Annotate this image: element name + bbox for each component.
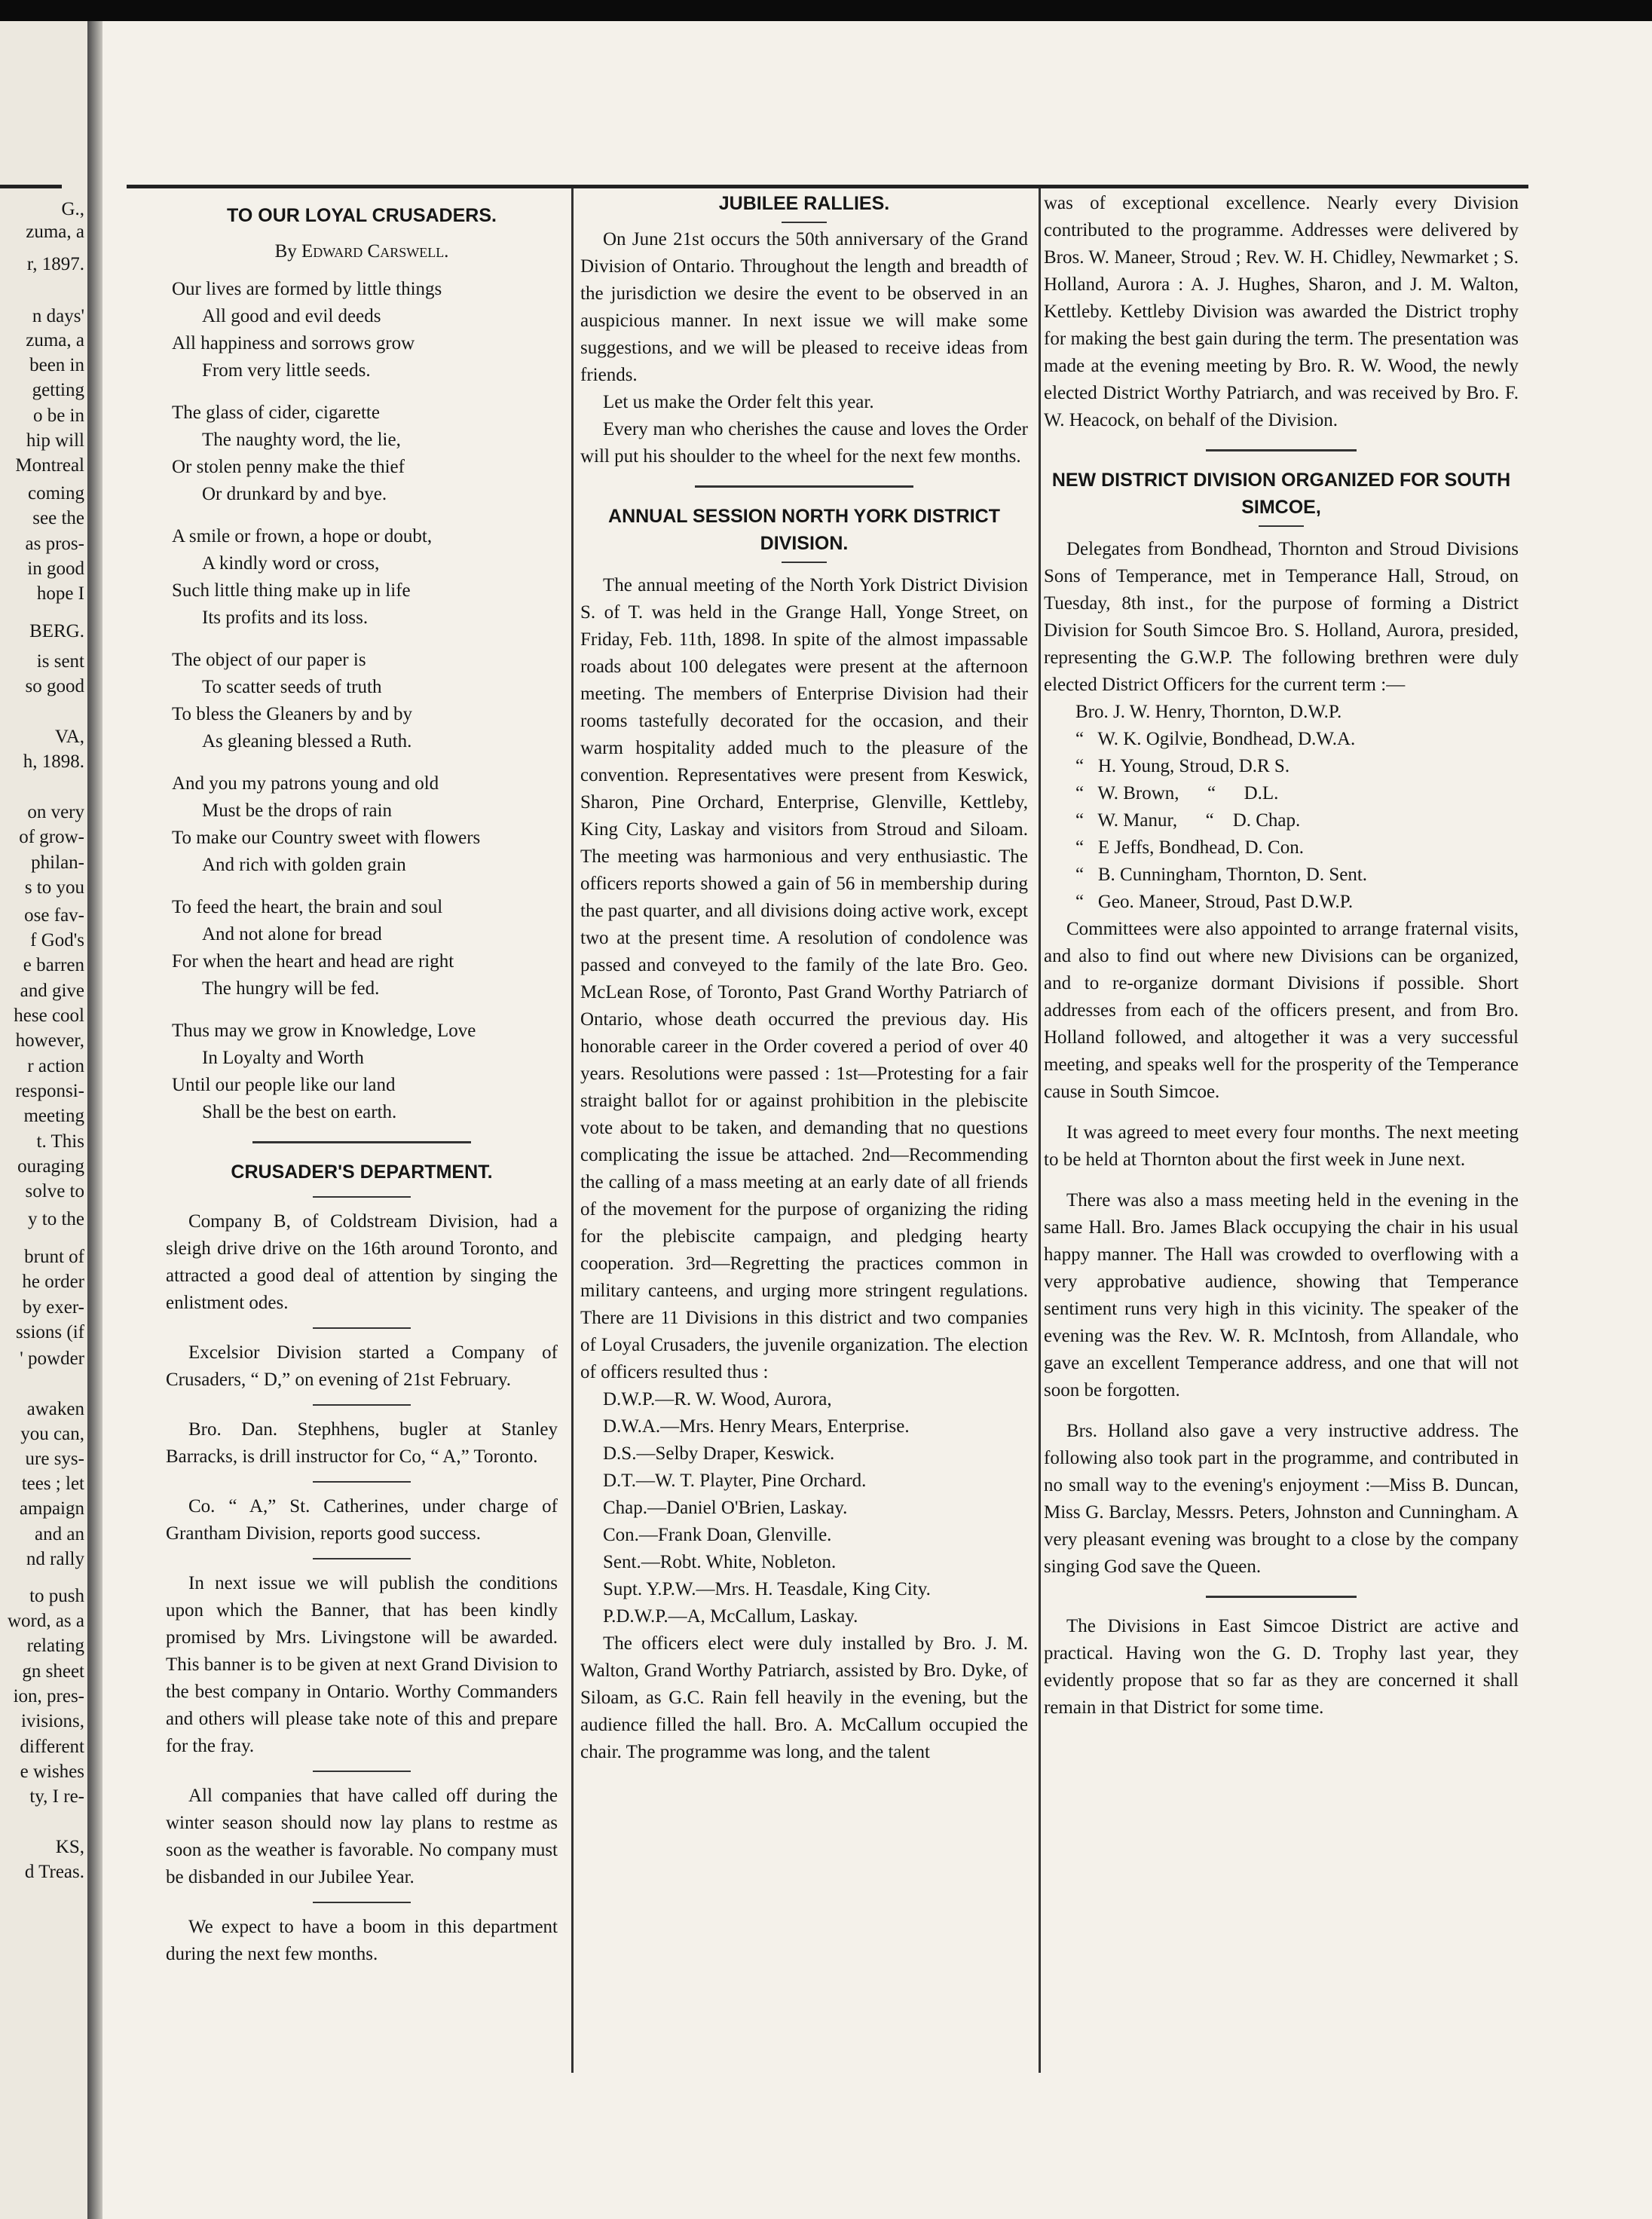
poem-stanza [172, 770, 558, 879]
margin-fragment: y to the [28, 1209, 84, 1229]
margin-fragment: you can, [20, 1424, 84, 1444]
crusaders-item: Bro. Dan. Stephhens, bugler at Stanley Barracks, is drill instructor for Co, “ A,” Toronto. [166, 1419, 558, 1467]
south-simcoe-body [1044, 916, 1519, 1581]
margin-fragment: solve to [25, 1181, 84, 1201]
south-simcoe-intro: Delegates from Bondhead, Thornton and Stroud Divisions Sons of Temperance, met in Temperance Hall, Stroud, on Tuesday, 8th inst., for the purpose of forming a District Division for South Simcoe Bro. S. Holland, Aurora, presided, representing the G.W.P. The following brethren were duly elected District Officers for the current term :— [1044, 539, 1519, 695]
poem-author: Edward Carswell. [301, 241, 449, 262]
margin-fragment: by exer- [22, 1297, 84, 1318]
jubilee-paragraph: On June 21st occurs the 50th anniversary of the Grand Division of Ontario. Throughout the length and breadth of the jurisdiction we desire the event to be observed in an auspicious manner. In next issue we will make some suggestions, and we will be pleased to receive ideas from friends. [580, 229, 1028, 385]
north-york-title: ANNUAL SESSION NORTH YORK DISTRICT DIVISION. [608, 506, 1000, 554]
poem-stanza [172, 276, 558, 384]
poem-line: Our lives are formed by little things [172, 279, 442, 299]
margin-fragment: awaken [26, 1399, 84, 1419]
margin-fragment: t. This [36, 1131, 84, 1152]
poem-line: Or drunkard by and bye. [202, 484, 387, 504]
poem-line: For when the heart and head are right [172, 951, 454, 972]
south-simcoe-paragraph: There was also a mass meeting held in the evening in the same Hall. Bro. James Black occupying the chair in his usual happy manner. The Hall was crowded to overflowing with a very approbative audience, showing that Temperance sentiment runs very high in this vicinity. The speaker of the evening was the Rev. W. R. McIntosh, from Allandale, who gave an excellent Temperance address, and one that will not soon be forgotten. [1044, 1190, 1519, 1400]
crusaders-item: Company B, of Coldstream Division, had a sleigh drive drive on the 16th around Toronto, and attracted a good deal of attention by singing the enlistment odes. [166, 1211, 558, 1313]
short-rule [313, 1404, 411, 1406]
crusaders-item: Excelsior Division started a Company of Crusaders, “ D,” on evening of 21st February. [166, 1342, 558, 1390]
officer-line: P.D.W.P.—A, McCallum, Laskay. [603, 1606, 858, 1627]
previous-page-fragment [0, 21, 87, 2219]
officer-line: “ E Jeffs, Bondhead, D. Con. [1075, 837, 1304, 858]
margin-fragment: responsi- [15, 1081, 84, 1101]
poem-line: Such little thing make up in life [172, 580, 411, 601]
margin-fragment: ouraging [17, 1156, 84, 1177]
north-york-report: The annual meeting of the North York District Division S. of T. was held in the Grange Hall, Yonge Street, on Friday, Feb. 11th, 1898. In spite of the almost impassable roads about 100 delegates were present at the afternoon meeting. The members of Enterprise Division had their rooms tastefully decorated for the occasion, and their warm hospitality added much to the pleasure of the convention. Representatives were present from Keswick, Sharon, Pine Orchard, Enterprise, Glenville, Kettleby, King City, Laskay and visitors from Stroud and Siloam. The meeting was harmonious and very enthusiastic. The officers reports showed a gain of 56 in membership during the past quarter, and all divisions doing active work, except two at the present time. A resolution of condolence was passed and conveyed to the family of the late Bro. Geo. McLean Rose, of Toronto, Past Grand Worthy Patriarch of Ontario, whose death occurred the previous day. His honorable career in the Order covered a period of over 40 years. Resolutions were passed : 1st—Protesting for a fair straight ballot for or against prohibition in the plebiscite vote about to be taken, and demanding that no questions complicating the issue be attached. 2nd—Recommending the calling of a mass meeting at an early date of all friends of the movement for the purpose of organizing the riding for the plebiscite campaign, and pledging hearty cooperation. 3rd—Regretting the practices common in military canteens, and urging more stringent regulations. There are 11 Divisions in this district and two companies of Loyal Crusaders, the juvenile organization. The election of officers resulted thus : [580, 575, 1028, 1382]
title-rule [1259, 525, 1304, 527]
poem-line: The object of our paper is [172, 650, 366, 670]
title-rule [782, 222, 827, 223]
jubilee-title: JUBILEE RALLIES. [718, 193, 890, 214]
margin-fragment: ampaign [19, 1498, 84, 1519]
header-rule [127, 185, 1528, 188]
crusaders-title: CRUSADER'S DEPARTMENT. [231, 1162, 493, 1183]
poem-stanza [172, 1018, 558, 1126]
poem-line: To make our Country sweet with flowers [172, 828, 481, 848]
margin-fragment: ' powder [20, 1348, 84, 1369]
previous-page-rule [0, 185, 62, 188]
section-rule [252, 1141, 471, 1143]
short-rule [313, 1902, 411, 1903]
officer-line: D.T.—W. T. Playter, Pine Orchard. [603, 1471, 867, 1491]
crusaders-item: In next issue we will publish the conditions upon which the Banner, that has been kindly promised by Mrs. Livingstone will be awarded. This banner is to be given at next Grand Division to the best company in Ontario. Worthy Commanders and others will please take note of this and prepare for the fray. [166, 1573, 558, 1756]
column-divider [571, 188, 574, 2073]
margin-fragment: word, as a [7, 1611, 84, 1631]
margin-fragment: BERG. [29, 621, 84, 641]
margin-fragment: been in [29, 355, 84, 375]
column-divider [1039, 188, 1041, 2073]
column-2 [580, 190, 1028, 1766]
poem-line: Its profits and its loss. [202, 608, 369, 628]
officer-line: “ W. Manur, “ D. Chap. [1075, 810, 1301, 831]
margin-fragment: coming [28, 483, 84, 503]
margin-fragment: e wishes [20, 1761, 84, 1782]
poem-line: The naughty word, the lie, [202, 430, 401, 450]
column-3 [1044, 190, 1519, 1722]
col4-continuation: was of exceptional excellence. Nearly every Division contributed to the programme. Addresses were delivered by Bros. W. Maneer, Stroud ; Rev. W. H. Chidley, Newmarket ; S. Holland, Aurora : A. J. Hughes, Sharon, and J. M. Walton, Kettleby. Kettleby Division was awarded the District trophy for making the best gain during the term. The presentation was made at the evening meeting by Bro. R. W. Wood, the newly elected District Worthy Patriarch, and was received by Bro. F. W. Heacock, on behalf of the Division. [1044, 193, 1519, 430]
margin-fragment: zuma, a [26, 330, 84, 350]
margin-fragment: gn sheet [22, 1661, 84, 1682]
margin-fragment: G., [61, 199, 84, 219]
poem-line: As gleaning blessed a Ruth. [202, 731, 412, 751]
column-1 [166, 202, 558, 1968]
poem-line: Until our people like our land [172, 1075, 396, 1095]
title-rule [782, 562, 827, 563]
margin-fragment: KS, [55, 1837, 84, 1857]
margin-fragment: brunt of [24, 1247, 84, 1267]
poem-stanza [172, 894, 558, 1002]
jubilee-paragraph: Every man who cherishes the cause and loves the Order will put his shoulder to the wheel for the next few months. [580, 419, 1028, 467]
margin-fragment: h, 1898. [23, 751, 84, 772]
officer-line: Bro. J. W. Henry, Thornton, D.W.P. [1075, 702, 1342, 722]
north-york-closing: The officers elect were duly installed by Bro. J. M. Walton, Grand Worthy Patriarch, assisted by Bro. Dyke, of Siloam, as G.C. Rain fell heavily in the evening, but the audience filled the hall. Bro. A. McCallum occupied the chair. The programme was long, and the talent [580, 1633, 1028, 1762]
officer-line: Sent.—Robt. White, Nobleton. [603, 1552, 837, 1572]
poem-line: And not alone for bread [202, 924, 382, 944]
officer-line: Chap.—Daniel O'Brien, Laskay. [603, 1498, 848, 1518]
margin-fragment: r, 1897. [26, 254, 84, 274]
poem-line: All good and evil deeds [202, 306, 381, 326]
margin-fragment: is sent [36, 651, 84, 672]
margin-fragment: ose fav- [24, 905, 84, 926]
crusaders-item: Co. “ A,” St. Catherines, under charge of Grantham Division, reports good success. [166, 1496, 558, 1544]
poem-byline [166, 238, 558, 265]
poem-line: In Loyalty and Worth [202, 1048, 364, 1068]
margin-fragment: relating [26, 1636, 84, 1656]
south-simcoe-paragraph: It was agreed to meet every four months. The next meeting to be held at Thornton about the first week in June next. [1044, 1122, 1519, 1170]
short-rule [313, 1327, 411, 1329]
poem-line: And you my patrons young and old [172, 773, 439, 794]
margin-fragment: different [20, 1737, 84, 1757]
margin-fragment: as pros- [25, 534, 84, 554]
crusaders-item: All companies that have called off during the winter season should now lay plans to restme as soon as the weather is favorable. No company must be disbanded in our Jubilee Year. [166, 1786, 558, 1887]
scan-top-border [0, 0, 1652, 21]
margin-fragment: philan- [31, 852, 84, 873]
margin-fragment: VA, [54, 727, 84, 747]
margin-fragment: see the [32, 508, 84, 528]
margin-fragment: r action [27, 1056, 84, 1076]
officer-line: D.W.P.—R. W. Wood, Aurora, [603, 1389, 832, 1409]
officer-line: “ H. Young, Stroud, D.R S. [1075, 756, 1290, 776]
south-simcoe-title: NEW DISTRICT DIVISION ORGANIZED FOR SOUTH SIMCOE, [1051, 470, 1511, 518]
east-simcoe-note: The Divisions in East Simcoe District are active and practical. Having won the G. D. Trophy last year, they evidently propose that so far as they are concerned it shall remain in that District for some time. [1044, 1616, 1519, 1718]
margin-fragment: and give [20, 981, 84, 1001]
poem-line: From very little seeds. [202, 360, 371, 381]
margin-fragment: nd rally [26, 1549, 84, 1569]
margin-fragment: so good [25, 676, 84, 696]
margin-fragment: on very [27, 802, 84, 822]
poem-stanza [172, 399, 558, 508]
margin-fragment: however, [15, 1030, 84, 1051]
short-rule [313, 1558, 411, 1559]
margin-fragment: he order [22, 1272, 84, 1292]
short-rule [313, 1481, 411, 1483]
margin-fragment: f God's [30, 930, 84, 950]
officer-line: “ W. Brown, “ D.L. [1075, 783, 1279, 803]
north-york-officers [580, 1386, 1028, 1630]
margin-fragment: hese cool [14, 1005, 84, 1026]
margin-fragment: in good [27, 559, 84, 579]
poem-line: A kindly word or cross, [202, 553, 380, 574]
officer-line: Supt. Y.P.W.—Mrs. H. Teasdale, King City. [603, 1579, 931, 1599]
officer-line: “ B. Cunningham, Thornton, D. Sent. [1075, 865, 1368, 885]
poem-line: Or stolen penny make the thief [172, 457, 405, 477]
byline-by: By [274, 241, 297, 262]
margin-fragment: s to you [24, 877, 84, 898]
margin-fragment: tees ; let [21, 1474, 84, 1494]
officer-line: D.S.—Selby Draper, Keswick. [603, 1443, 835, 1464]
section-rule [695, 485, 913, 488]
margin-fragment: ion, pres- [13, 1686, 84, 1706]
margin-fragment: hip will [26, 430, 84, 451]
short-rule [313, 1196, 411, 1198]
south-simcoe-officers [1044, 699, 1519, 916]
margin-fragment: to push [29, 1586, 84, 1606]
section-rule [1206, 449, 1357, 451]
margin-fragment: zuma, a [26, 222, 84, 242]
poem-line: The hungry will be fed. [202, 978, 380, 999]
poem-line: To feed the heart, the brain and soul [172, 897, 443, 917]
margin-fragment: d Treas. [24, 1862, 84, 1882]
margin-fragment: ty, I re- [29, 1786, 84, 1807]
poem-line: Must be the drops of rain [202, 800, 393, 821]
officer-line: “ Geo. Maneer, Stroud, Past D.W.P. [1075, 892, 1354, 912]
south-simcoe-paragraph: Brs. Holland also gave a very instructive address. The following also took part in the programme, and contributed in no small way to the evening's enjoyment :—Miss B. Duncan, Miss G. Barclay, Messrs. Peters, Johnston and Cunningham. A very pleasant evening was brought to a close by the company singing God save the Queen. [1044, 1421, 1519, 1577]
officer-line: “ W. K. Ogilvie, Bondhead, D.W.A. [1075, 729, 1356, 749]
margin-fragment: o be in [32, 406, 84, 426]
margin-fragment: ivisions, [20, 1711, 84, 1731]
poem-line: And rich with golden grain [202, 855, 406, 875]
poem-line: Thus may we grow in Knowledge, Love [172, 1021, 476, 1041]
poem-line: All happiness and sorrows grow [172, 333, 415, 354]
margin-fragment: of grow- [19, 827, 84, 847]
poem-line: To scatter seeds of truth [202, 677, 382, 697]
poem-body [166, 276, 558, 1126]
crusaders-items [166, 1196, 558, 1968]
margin-fragment: hope I [36, 583, 84, 604]
poem-line: The glass of cider, cigarette [172, 402, 380, 423]
jubilee-paragraph: Let us make the Order felt this year. [603, 392, 874, 412]
crusaders-item: We expect to have a boom in this department during the next few months. [166, 1917, 558, 1964]
page-gutter-shadow [87, 21, 102, 2219]
poem-stanza [172, 523, 558, 632]
officer-line: Con.—Frank Doan, Glenville. [603, 1525, 832, 1545]
margin-fragment: getting [32, 380, 84, 400]
jubilee-body [580, 226, 1028, 470]
short-rule [313, 1771, 411, 1772]
margin-fragment: meeting [23, 1106, 84, 1126]
margin-fragment: e barren [23, 955, 84, 975]
section-rule [1206, 1596, 1357, 1598]
margin-fragment: ssions (if [16, 1322, 84, 1342]
poem-stanza [172, 647, 558, 755]
margin-fragment: Montreal [15, 455, 84, 476]
margin-fragment: n days' [32, 306, 84, 326]
margin-fragment: and an [35, 1524, 84, 1544]
poem-line: To bless the Gleaners by and by [172, 704, 413, 724]
poem-line: A smile or frown, a hope or doubt, [172, 526, 433, 546]
south-simcoe-paragraph: Committees were also appointed to arrange fraternal visits, and also to find out where new Divisions can be organized, and to re-organize dormant Divisions if possible. Short addresses from each of the officers present, and from Bro. Holland followed, and altogether it was a very successful meeting, and speaks well for the prosperity of the Temperance cause in South Simcoe. [1044, 919, 1519, 1102]
poem-line: Shall be the best on earth. [202, 1102, 397, 1122]
margin-fragment: ure sys- [25, 1449, 84, 1469]
poem-title: TO OUR LOYAL CRUSADERS. [227, 205, 497, 226]
officer-line: D.W.A.—Mrs. Henry Mears, Enterprise. [603, 1416, 910, 1437]
